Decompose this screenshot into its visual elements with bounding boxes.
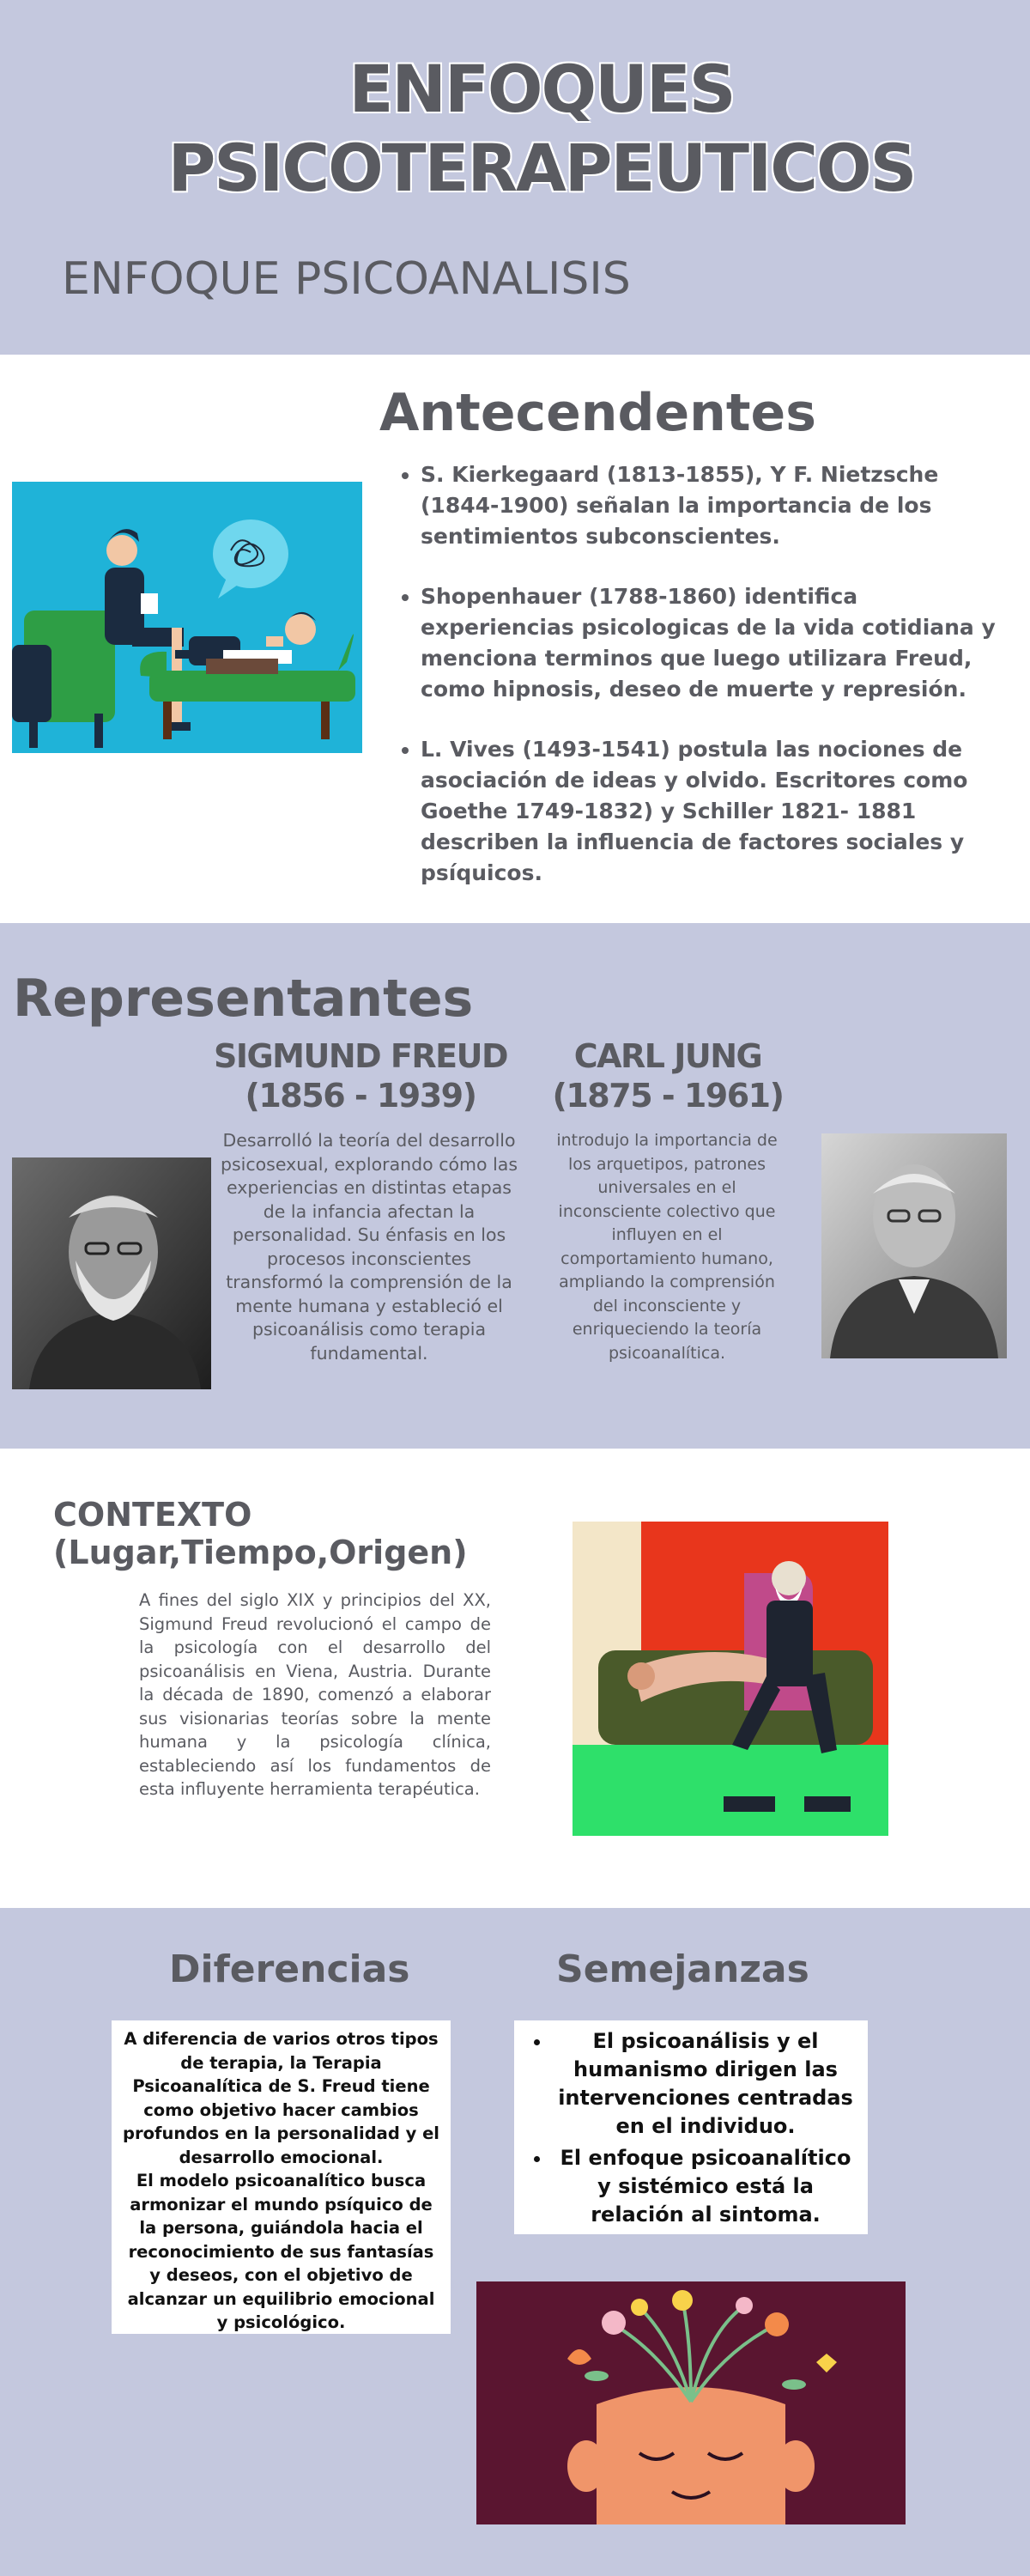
contexto-heading-line2: (Lugar,Tiempo,Origen) — [53, 1534, 468, 1571]
freud-years: (1856 - 1939) — [245, 1077, 476, 1115]
page-title-line2: PSICOTERAPEUTICOS — [167, 130, 916, 206]
jung-portrait — [821, 1133, 1007, 1358]
list-item: • El enfoque psicoanalítico y sistémico está la relación al sintoma. — [552, 2144, 859, 2229]
page-subtitle: ENFOQUE PSICOANALISIS — [62, 253, 631, 305]
diferencias-text — [112, 2020, 451, 2342]
therapy-session-illustration — [12, 482, 362, 753]
contexto-heading — [53, 1496, 468, 1571]
freud-therapy-painting — [573, 1522, 888, 1836]
antecedentes-list — [397, 459, 996, 918]
semejanzas-list — [514, 2020, 868, 2239]
list-item: • L. Vives (1493-1541) postula las nociones de asociación de ideas y olvido. Escritores como Goethe 1749-1832) y Schiller 1821- 1881 describen la influencia de factores sociales y psíquicos. — [421, 734, 996, 889]
jung-years: (1875 - 1961) — [552, 1077, 784, 1115]
list-item: • El psicoanálisis y el humanismo dirigen las intervenciones centradas en el individuo. — [552, 2027, 859, 2141]
diferencias-heading: Diferencias — [169, 1947, 410, 1991]
antecedentes-heading: Antecendentes — [379, 383, 816, 443]
freud-name — [213, 1036, 508, 1115]
contexto-heading-line1: CONTEXTO — [53, 1496, 252, 1534]
jung-name — [522, 1036, 814, 1115]
semejanzas-heading: Semejanzas — [556, 1947, 809, 1991]
list-item: • S. Kierkegaard (1813-1855), Y F. Nietzsche (1844-1900) señalan la importancia de los sentimientos subconscientes. — [421, 459, 996, 552]
semejanzas-card — [514, 2020, 868, 2234]
diferencias-card — [112, 2020, 451, 2334]
diferencias-paragraph-1: A diferencia de varios otros tipos de terapia, la Terapia Psicoanalítica de S. Freud tiene como objetivo hacer cambios profundos en la personalidad y el desarrollo emocional. — [123, 2029, 439, 2167]
contexto-text: A fines del siglo XIX y principios del XX, Sigmund Freud revolucionó el campo de la psicología con el desarrollo del psicoanálisis en Viena, Austria. Durante la década de 1890, comenzó a elaborar sus visionarias teorías sobre la mente humana y la psicología clínica, estableciendo así los fundamentos de esta influyente herramienta terapéutica. — [139, 1590, 491, 1799]
jung-description: introdujo la importancia de los arquetipos, patrones universales en el inconsciente colectivo que influyen en el comportamiento humano, ampliando la comprensión del inconsciente y enriqueciendo la teoría psicoanalítica. — [556, 1131, 778, 1363]
representantes-heading: Representantes — [13, 969, 474, 1029]
page-title — [0, 50, 1030, 208]
jung-name-text: CARL JUNG — [573, 1037, 762, 1075]
freud-portrait — [12, 1157, 211, 1389]
page-title-line1: ENFOQUES — [348, 51, 735, 127]
freud-name-text: SIGMUND FREUD — [213, 1037, 508, 1075]
list-item: • Shopenhauer (1788-1860) identifica experiencias psicologicas de la vida cotidiana y menciona terminos que luego utilizara Freud, como hipnosis, deseo de muerte y represión. — [421, 581, 996, 705]
diferencias-paragraph-2: El modelo psicoanalítico busca armonizar el mundo psíquico de la persona, guiándola hacia el reconocimiento de sus fantasías y deseos, con el objetivo de alcanzar un equilibrio emocional y psicológico. — [127, 2171, 435, 2332]
mind-flowers-illustration — [476, 2281, 906, 2524]
freud-description: Desarrolló la teoría del desarrollo psicosexual, explorando cómo las experiencias en distintas etapas de la infancia afectan la personalidad. Su énfasis en los procesos inconscientes transformó la comprensión de la mente humana y estableció el psicoanálisis como terapia fundamental. — [220, 1130, 518, 1364]
